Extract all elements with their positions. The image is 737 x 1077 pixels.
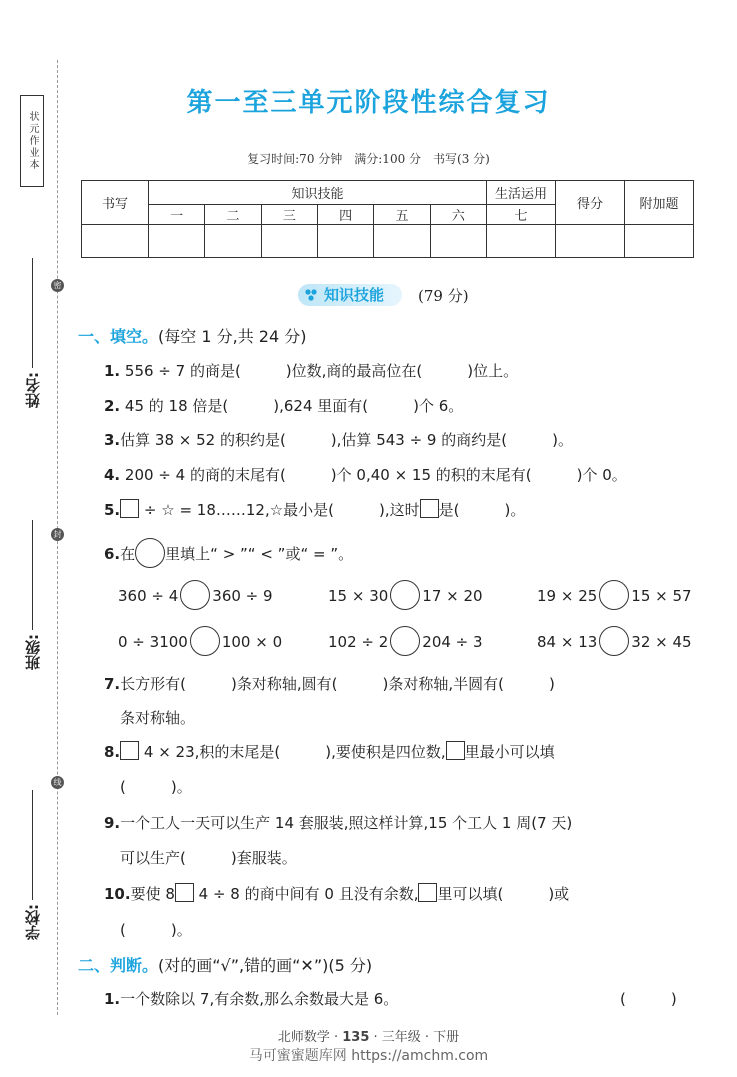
header-life: 生活运用 bbox=[487, 181, 556, 205]
compare-circle[interactable] bbox=[599, 626, 629, 656]
score-table bbox=[81, 180, 694, 258]
score-cell[interactable] bbox=[430, 225, 486, 258]
subcol: 三 bbox=[261, 205, 317, 225]
score-cell[interactable] bbox=[625, 225, 694, 258]
header-writing: 书写 bbox=[82, 181, 149, 225]
question-2: 2. 45 的 18 倍是( ),624 里面有( )个 6。 bbox=[104, 397, 464, 415]
score-cell[interactable] bbox=[149, 225, 205, 258]
score-cell[interactable] bbox=[317, 225, 373, 258]
class-label: 班级: bbox=[24, 634, 42, 670]
subcol: 五 bbox=[374, 205, 430, 225]
compare-circle[interactable] bbox=[599, 580, 629, 610]
judge-answer-blank[interactable]: ( ) bbox=[620, 990, 677, 1008]
school-label: 学校: bbox=[24, 904, 42, 940]
answer-box[interactable] bbox=[446, 741, 465, 760]
compare-item: 360 ÷ 4 360 ÷ 9 bbox=[118, 580, 273, 610]
exam-meta: 复习时间:70 分钟 满分:100 分 书写(3 分) bbox=[247, 152, 490, 166]
question-3: 3.估算 38 × 52 的积约是( ),估算 543 ÷ 9 的商约是( )。 bbox=[104, 431, 573, 449]
compare-item: 15 × 30 17 × 20 bbox=[328, 580, 483, 610]
seal-dot-icon: 密 bbox=[51, 279, 64, 292]
section-pill bbox=[298, 284, 402, 306]
question-8-cont: ( )。 bbox=[120, 778, 192, 796]
compare-circle[interactable] bbox=[390, 626, 420, 656]
question-10: 10.要使 8 4 ÷ 8 的商中间有 0 且没有余数, 里可以填( )或 bbox=[104, 885, 570, 903]
school-field[interactable] bbox=[22, 790, 43, 940]
answer-box[interactable] bbox=[175, 883, 194, 902]
seal-dot-icon: 封 bbox=[51, 528, 64, 541]
part1-heading: 一、填空。(每空 1 分,共 24 分) bbox=[78, 327, 307, 346]
name-label: 姓名: bbox=[24, 372, 42, 408]
question-10-cont: ( )。 bbox=[120, 921, 192, 939]
question-9-cont: 可以生产( )套服装。 bbox=[120, 849, 297, 867]
brand-tag: 状元作业本 bbox=[20, 95, 44, 187]
compare-item: 84 × 13 32 × 45 bbox=[537, 626, 692, 656]
score-cell[interactable] bbox=[82, 225, 149, 258]
subcol: 六 bbox=[430, 205, 486, 225]
question-7: 7.长方形有( )条对称轴,圆有( )条对称轴,半圆有( ) bbox=[104, 675, 555, 693]
compare-item: 19 × 25 15 × 57 bbox=[537, 580, 692, 610]
footer-right: · 三年级 · 下册 bbox=[369, 1030, 460, 1045]
question-7-cont: 条对称轴。 bbox=[120, 709, 196, 727]
question-9: 9.一个工人一天可以生产 14 套服装,照这样计算,15 个工人 1 周(7 天) bbox=[104, 814, 573, 832]
score-cell[interactable] bbox=[487, 225, 556, 258]
page-footer bbox=[0, 1026, 737, 1065]
score-cell[interactable] bbox=[556, 225, 625, 258]
header-knowledge: 知识技能 bbox=[149, 181, 487, 205]
answer-box[interactable] bbox=[418, 883, 437, 902]
name-field[interactable] bbox=[22, 258, 43, 408]
score-cell[interactable] bbox=[374, 225, 430, 258]
score-cell[interactable] bbox=[261, 225, 317, 258]
section-title: 知识技能 bbox=[324, 286, 385, 304]
subcol: 四 bbox=[317, 205, 373, 225]
judge-question-1: 1.一个数除以 7,有余数,那么余数最大是 6。 bbox=[104, 990, 399, 1008]
compare-circle bbox=[135, 538, 165, 568]
part2-heading: 二、判断。(对的画“√”,错的画“✕”)(5 分) bbox=[78, 956, 373, 975]
compare-item: 102 ÷ 2 204 ÷ 3 bbox=[328, 626, 483, 656]
subcol: 七 bbox=[487, 205, 556, 225]
compare-circle[interactable] bbox=[180, 580, 210, 610]
subcol: 一 bbox=[149, 205, 205, 225]
watermark: 马可蜜蜜题库网 https://amchm.com bbox=[248, 1048, 489, 1064]
section-score: (79 分) bbox=[418, 287, 469, 305]
score-cell[interactable] bbox=[205, 225, 261, 258]
page-number: 135 bbox=[342, 1030, 370, 1045]
subcol: 二 bbox=[205, 205, 261, 225]
question-5: 5. ÷ ☆ = 18……12,☆最小是( ),这时 是( )。 bbox=[104, 501, 526, 519]
seal-dot-icon: 线 bbox=[51, 776, 64, 789]
question-8: 8. 4 × 23,积的末尾是( ),要使积是四位数, 里最小可以填 bbox=[104, 743, 555, 761]
header-score: 得分 bbox=[556, 181, 625, 225]
question-4: 4. 200 ÷ 4 的商的末尾有( )个 0,40 × 15 的积的末尾有( )个 0。 bbox=[104, 466, 627, 484]
question-6: 6.在 里填上“ > ”“ < ”或“ = ”。 bbox=[104, 538, 353, 568]
header-bonus: 附加题 bbox=[625, 181, 694, 225]
answer-box[interactable] bbox=[120, 499, 139, 518]
class-field[interactable] bbox=[22, 520, 43, 670]
compare-circle[interactable] bbox=[190, 626, 220, 656]
footer-left: 北师数学 · bbox=[277, 1030, 343, 1045]
question-1: 1. 556 ÷ 7 的商是( )位数,商的最高位在( )位上。 bbox=[104, 362, 519, 380]
answer-box[interactable] bbox=[420, 499, 439, 518]
compare-item: 0 ÷ 3100 100 × 0 bbox=[118, 626, 282, 656]
compare-circle[interactable] bbox=[390, 580, 420, 610]
page-title: 第一至三单元阶段性综合复习 bbox=[186, 88, 551, 118]
dots-icon bbox=[304, 289, 318, 301]
answer-box[interactable] bbox=[120, 741, 139, 760]
